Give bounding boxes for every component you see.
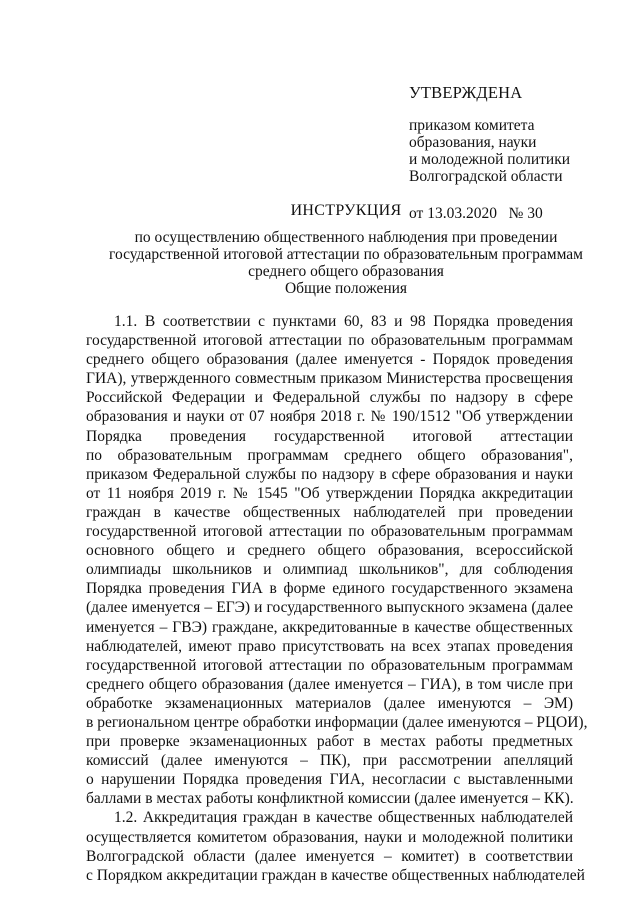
paragraph-line: по образовательным программам среднего общего образования", — [86, 446, 573, 464]
paragraph-line: Российской Федерации и Федеральной службы по надзору в сфере — [86, 389, 573, 407]
paragraph-line: 1.2. Аккредитация граждан в качестве общественных наблюдателей — [114, 809, 573, 827]
paragraph-line: именуется – ГВЭ) граждане, аккредитованные в качестве общественных — [86, 618, 573, 636]
paragraph-line: от 11 ноября 2019 г. № 1545 "Об утверждении Порядка аккредитации — [86, 484, 573, 502]
paragraph-line: комиссий (далее именуются – ПК), при рассмотрении апелляций — [86, 752, 573, 770]
approval-line: Волгоградской области — [409, 168, 563, 185]
paragraph-line: образования и науки от 07 ноября 2018 г. № 190/1512 "Об утверждении — [86, 408, 573, 426]
paragraph-line: о нарушении Порядка проведения ГИА, несогласии с выставленными — [86, 771, 573, 789]
approval-line: приказом комитета — [409, 117, 535, 134]
section-heading: Общие положения — [284, 280, 408, 297]
paragraph-line: среднего общего образования (далее именуется - Порядок проведения — [86, 351, 573, 369]
paragraph-line: наблюдателей, имеют право присутствовать на всех этапах проведения — [86, 637, 573, 655]
approval-date-number: от 13.03.2020 № 30 — [409, 205, 543, 222]
paragraph-line: обработке экзаменационных материалов (далее именуются – ЭМ) — [86, 694, 573, 712]
paragraph-line: Порядка проведения ГИА в форме единого государственного экзамена — [86, 580, 573, 598]
document-subtitle-line: государственной итоговой аттестации по образовательным программам — [109, 246, 583, 263]
paragraph-line: с Порядком аккредитации граждан в качестве общественных наблюдателей — [86, 866, 585, 884]
document-subtitle-line: среднего общего образования — [248, 263, 444, 280]
paragraph-line: приказом Федеральной службы по надзору в сфере образования и науки — [86, 465, 573, 483]
approval-line: образования, науки — [409, 134, 537, 151]
paragraph-line: государственной итоговой аттестации по образовательным программам — [86, 332, 573, 350]
paragraph-line: среднего общего образования (далее именуется – ГИА), в том числе при — [86, 675, 573, 693]
paragraph-line: государственной итоговой аттестации по образовательным программам — [86, 523, 573, 541]
paragraph-line: Волгоградской области (далее именуется – комитет) в соответствии — [86, 847, 573, 865]
paragraph-line: 1.1. В соответствии с пунктами 60, 83 и 98 Порядка проведения — [114, 313, 573, 330]
approval-line: и молодежной политики — [409, 151, 571, 168]
paragraph-line: олимпиады школьников и олимпиад школьников", для соблюдения — [86, 561, 573, 579]
paragraph-line: ГИА), утвержденного совместным приказом Министерства просвещения — [86, 370, 573, 388]
paragraph-line: основного общего и среднего общего образования, всероссийской — [86, 542, 573, 560]
paragraph-line: при проверке экзаменационных работ в местах работы предметных — [86, 733, 573, 751]
approval-title: УТВЕРЖДЕНА — [409, 83, 523, 102]
body-text — [86, 312, 588, 885]
paragraph-line: (далее именуется – ЕГЭ) и государственного выпускного экзамена (далее — [86, 599, 573, 617]
document-subtitle-line: по осуществлению общественного наблюдения при проведении — [134, 229, 558, 246]
paragraph-line: государственной итоговой аттестации по образовательным программам — [86, 656, 573, 674]
document-title-block — [60, 202, 632, 280]
paragraph — [86, 312, 588, 808]
paragraph — [86, 808, 585, 884]
paragraph-line: в региональном центре обработки информации (далее именуются – РЦОИ), — [86, 713, 588, 731]
paragraph-line: баллами в местах работы конфликтной комиссии (далее именуется – КК). — [86, 790, 574, 808]
paragraph-line: осуществляется комитетом образования, науки и молодежной политики — [86, 828, 573, 846]
document-title: ИНСТРУКЦИЯ — [290, 202, 402, 219]
paragraph-line: Порядка проведения государственной итоговой аттестации — [86, 427, 573, 445]
paragraph-line: граждан в качестве общественных наблюдателей при проведении — [86, 503, 573, 521]
